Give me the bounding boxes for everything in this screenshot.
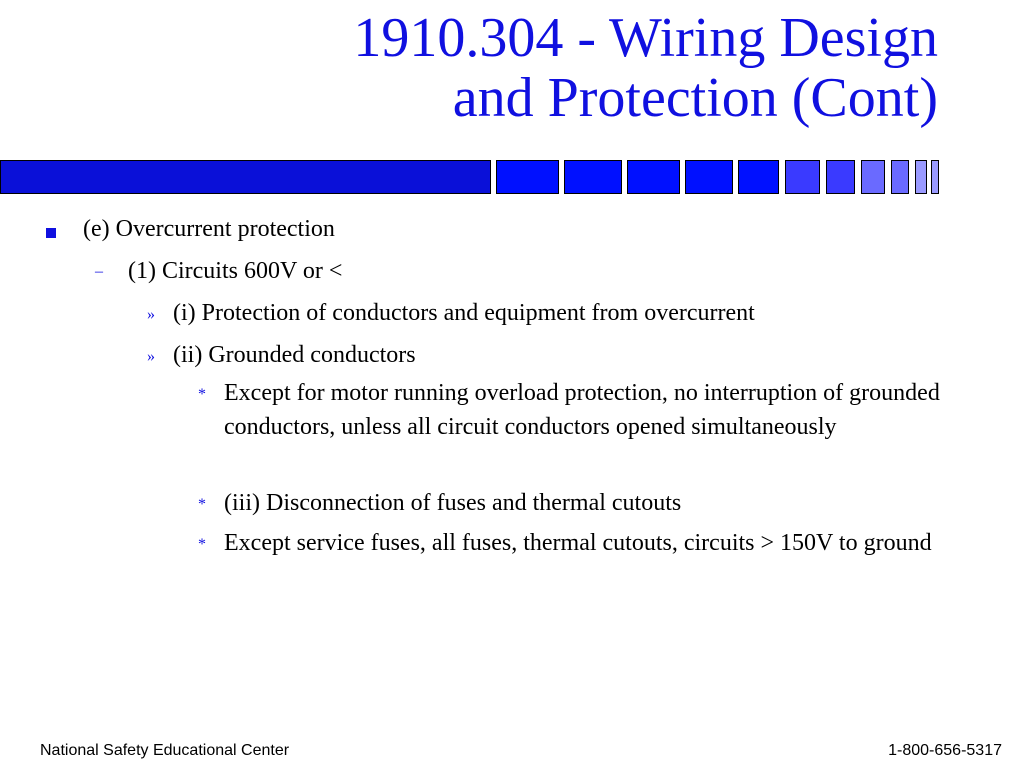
bar-block	[785, 160, 820, 194]
bar-block	[891, 160, 909, 194]
bar-block	[861, 160, 885, 194]
raquo-bullet-icon: »	[147, 348, 155, 365]
outline-text: (e) Overcurrent protection	[83, 216, 335, 242]
slide-title	[353, 8, 938, 128]
bar-block	[826, 160, 855, 194]
outline-text: Except for motor running overload protection, no interruption of grounded conductors, unless all circuit conductors opened simultaneously	[224, 380, 940, 440]
bar-block	[685, 160, 733, 194]
outline-text: (ii) Grounded conductors	[173, 342, 416, 368]
asterisk-bullet-icon: *	[198, 496, 206, 513]
bar-block	[915, 160, 927, 194]
bar-block	[931, 160, 939, 194]
bar-block-long	[0, 160, 491, 194]
raquo-bullet-icon: »	[147, 306, 155, 323]
bar-block	[738, 160, 779, 194]
footer-phone: 1-800-656-5317	[888, 742, 1002, 759]
title-line-1: 1910.304 - Wiring Design	[353, 7, 938, 69]
square-bullet-icon	[46, 228, 56, 238]
bar-block	[496, 160, 559, 194]
asterisk-bullet-icon: *	[198, 386, 206, 403]
asterisk-bullet-icon: *	[198, 536, 206, 553]
outline-text: (1) Circuits 600V or <	[128, 258, 343, 284]
dash-bullet-icon: –	[95, 263, 103, 280]
outline-text: (i) Protection of conductors and equipment from overcurrent	[173, 300, 755, 326]
bar-block	[627, 160, 680, 194]
decorative-block-bar	[0, 160, 1024, 194]
outline-text: Except service fuses, all fuses, thermal cutouts, circuits > 150V to ground	[224, 530, 932, 556]
outline-text: (iii) Disconnection of fuses and thermal cutouts	[224, 490, 682, 516]
title-line-2: and Protection (Cont)	[452, 67, 938, 129]
footer-organization: National Safety Educational Center	[40, 742, 290, 759]
bar-block	[564, 160, 622, 194]
